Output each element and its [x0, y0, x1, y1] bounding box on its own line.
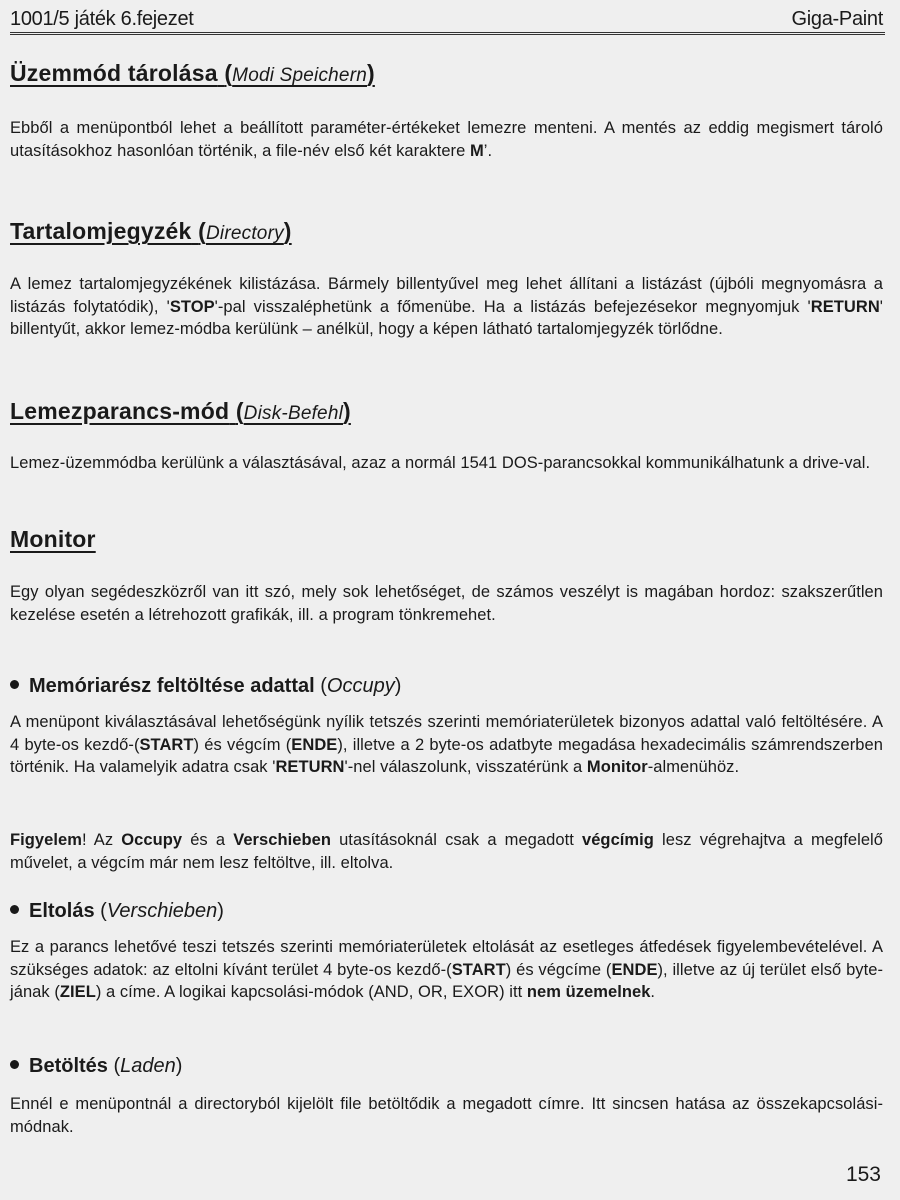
heading-text: Monitor: [10, 526, 96, 552]
text-run: ), illetve a 2 byte-os adatbyte megadása hexadecimális számrendszerben történik. Ha valamelyik adatra csak ': [10, 735, 883, 776]
text-run: A menüpont kiválasztásával lehetőségünk nyílik tetszés szerinti memóriaterületek bizonyos adattal való feltöltésére. A 4 byte-os kezdő-(: [10, 713, 883, 754]
subheading-alt-title: Laden: [120, 1055, 176, 1077]
text-run: A lemez tartalomjegyzékének kilistázása. Bármely billentyűvel meg lehet állítani a listázást (újbóli megnyomásra a listázás folytatódik), ': [10, 275, 883, 316]
subheading-text: Betöltés: [29, 1055, 108, 1077]
subheading-verschieben: Eltolás (Verschieben): [10, 900, 224, 923]
emphasis-text: ENDE: [291, 735, 338, 754]
running-head-title: Giga-Paint: [791, 8, 883, 30]
text-run: Lemez-üzemmódba kerülünk a választásával, azaz a normál 1541 DOS-parancsokkal kommunikálhatunk a drive-val.: [10, 454, 871, 472]
paragraph-laden: [10, 1093, 883, 1138]
text-run: ! Az: [81, 831, 122, 849]
text-run: ) és végcíme (: [505, 960, 612, 979]
emphasis-text: Figyelem: [10, 831, 82, 849]
heading-directory: Tartalomjegyzék (Directory): [10, 218, 292, 244]
emphasis-text: START: [451, 960, 506, 979]
text-run: .: [650, 983, 656, 1001]
heading-alt-title: Modi Speichern: [232, 65, 367, 86]
emphasis-text: Verschieben: [233, 831, 331, 849]
heading-modi-speichern: Üzemmód tárolása (Modi Speichern): [10, 60, 375, 86]
text-run: Ez a parancs lehetővé teszi tetszés szerinti memóriaterületek eltolását az esetleges átfedések figyelembevételével. A szükséges adatok: az eltolni kívánt terület 4 byte-os kezdő-(: [10, 938, 883, 979]
text-run: ) és végcím (: [193, 735, 292, 754]
heading-text: Üzemmód tárolása: [10, 60, 218, 86]
heading-disk-befehl: Lemezparancs-mód (Disk-Befehl): [10, 398, 351, 424]
subheading-alt-title: Verschieben: [106, 900, 218, 922]
emphasis-text: START: [139, 735, 194, 754]
heading-text: Tartalomjegyzék: [10, 218, 192, 244]
text-run: '-pal visszaléphetünk a főmenübe. Ha a listázás befejezésekor megnyomjuk ': [214, 297, 811, 316]
text-run: Egy olyan segédeszközről van itt szó, mely sok lehetőséget, de számos veszélyt is magában hordoz: szakszerűtlen kezelése esetén a létrehozott grafikák, ill. a program tönkremehet.: [10, 583, 883, 624]
text-run: Ebből a menüpontból lehet a beállított paraméter-értékeket lemezre menteni. A mentés az eddig megismert tároló utasításokhoz hasonlóan történik, a file-név első két karaktere: [10, 119, 883, 160]
emphasis-text: Monitor: [586, 758, 648, 776]
emphasis-text: RETURN: [275, 758, 345, 776]
text-run: ' billentyűt, akkor lemez-módba kerülünk – anélkül, hogy a képen látható tartalomjegyzék törlődne.: [10, 297, 883, 338]
emphasis-text: STOP: [169, 297, 215, 316]
book-page: [10, 0, 885, 1200]
paragraph-verschieben: [10, 936, 883, 1004]
text-run: Ennél e menüpontnál a directoryból kijelölt file betöltődik a megadott címre. Itt sincsen hatása az összekapcsolási-módnak.: [10, 1095, 883, 1136]
text-run: ) a címe. A logikai kapcsolási-módok (AND, OR, EXOR) itt: [95, 983, 527, 1001]
text-run: '-nel válaszolunk, visszatérünk a: [344, 758, 587, 776]
bullet-icon: [10, 680, 19, 689]
heading-alt-title: Disk-Befehl: [243, 403, 344, 424]
paragraph-modi-speichern: [10, 117, 883, 162]
paragraph-directory: [10, 273, 883, 341]
text-run: utasításoknál csak a megadott: [330, 831, 582, 849]
subheading-occupy: Memóriarész feltöltése adattal (Occupy): [10, 675, 401, 698]
bullet-icon: [10, 905, 19, 914]
running-head: [10, 6, 885, 35]
subheading-alt-title: Occupy: [326, 675, 395, 697]
text-run: lesz végrehajtva a megfelelő művelet, a végcím már nem lesz feltöltve, ill. eltolva.: [10, 831, 883, 872]
emphasis-text: RETURN: [810, 297, 880, 316]
paragraph-disk-befehl: [10, 452, 883, 475]
paragraph-occupy: [10, 711, 883, 779]
paragraph-warning-note: [10, 829, 883, 874]
page-number: 153: [845, 1163, 881, 1186]
text-run: -almenühöz.: [647, 758, 740, 776]
emphasis-text: Occupy: [121, 831, 183, 849]
emphasis-text: nem üzemelnek: [526, 983, 651, 1001]
running-head-chapter: 1001/5 játék 6.fejezet: [10, 8, 194, 30]
emphasis-text: ENDE: [611, 960, 658, 979]
emphasis-text: M: [469, 141, 484, 160]
subheading-text: Eltolás: [29, 900, 95, 922]
text-run: ’.: [483, 141, 493, 160]
heading-alt-title: Directory: [205, 223, 284, 244]
text-run: és a: [182, 831, 234, 849]
emphasis-text: ZIEL: [59, 983, 96, 1001]
text-run: ), illetve az új terület első byte-jának (: [10, 960, 883, 1001]
bullet-icon: [10, 1060, 19, 1069]
emphasis-text: végcímig: [581, 831, 654, 849]
heading-monitor: [10, 526, 96, 553]
subheading-laden: Betöltés (Laden): [10, 1055, 182, 1078]
subheading-text: Memóriarész feltöltése adattal: [29, 675, 315, 697]
paragraph-monitor: [10, 581, 883, 626]
heading-text: Lemezparancs-mód: [10, 398, 230, 424]
